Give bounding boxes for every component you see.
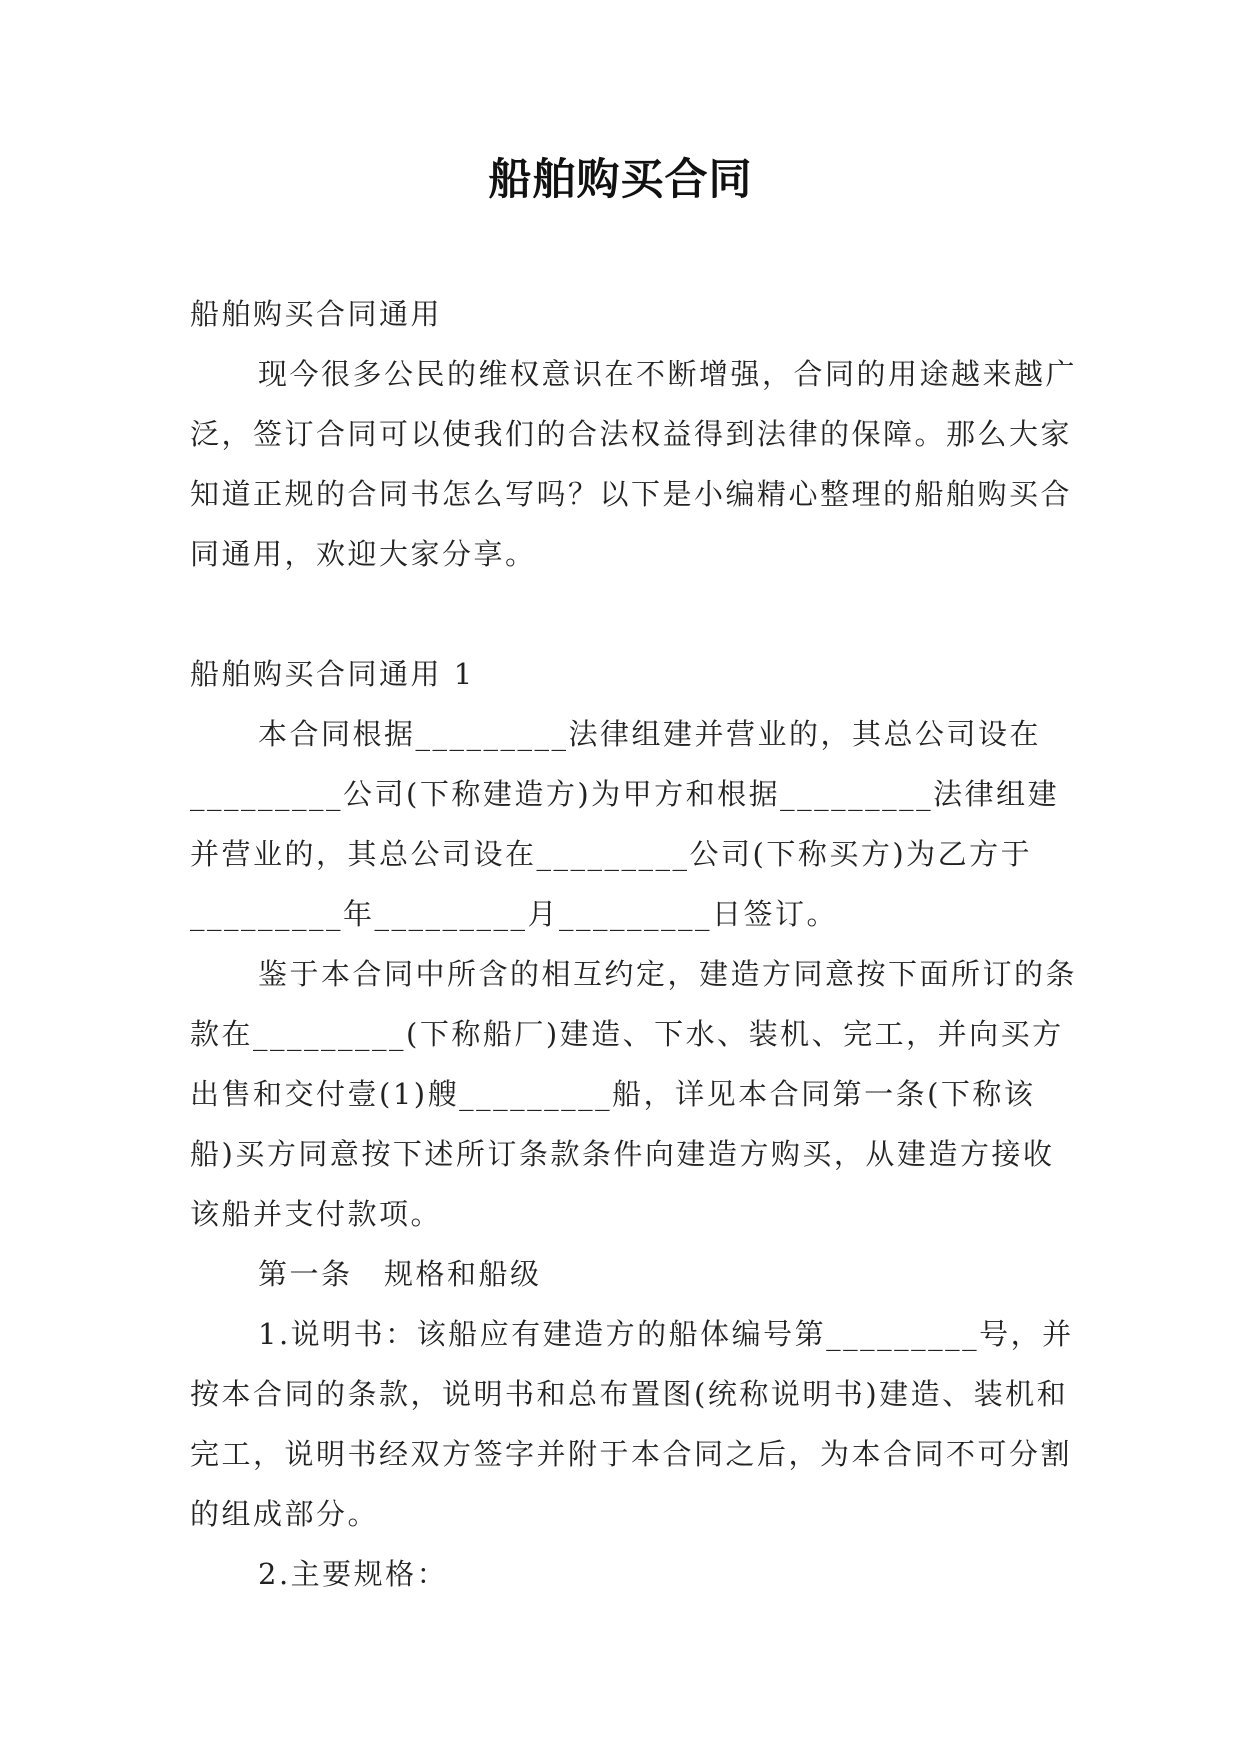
agreement-paragraph: 鉴于本合同中所含的相互约定，建造方同意按下面所订的条款在_________(下称船厂)建造、下水、装机、完工，并向买方出售和交付壹(1)艘_________船，详见本合同第一条(下称该船)买方同意按下述所订条款条件向建造方购买，从建造方接收该船并支付款项。 (190, 957, 1078, 1231)
paragraph-spacer (190, 584, 1080, 644)
section-heading: 船舶购买合同通用 1 (190, 657, 475, 691)
article-one-heading: 第一条 规格和船级 (258, 1257, 542, 1291)
subtitle: 船舶购买合同通用 (190, 297, 443, 331)
document-body (190, 284, 1080, 1604)
contract-parties-paragraph: 本合同根据_________法律组建并营业的，其总公司设在_________公司(下称建造方)为甲方和根据_________法律组建并营业的，其总公司设在_________公司(下称买方)为乙方于_________年_________月_________日签订。 (190, 717, 1060, 931)
intro-paragraph: 现今很多公民的维权意识在不断增强，合同的用途越来越广泛，签订合同可以使我们的合法权益得到法律的保障。那么大家知道正规的合同书怎么写吗？以下是小编精心整理的船舶购买合同通用，欢迎大家分享。 (190, 357, 1078, 571)
document-title: 船舶购买合同 (488, 155, 753, 205)
specification-paragraph: 1.说明书：该船应有建造方的船体编号第_________号，并按本合同的条款，说明书和总布置图(统称说明书)建造、装机和完工，说明书经双方签字并附于本合同之后，为本合同不可分割的组成部分。 (190, 1317, 1074, 1531)
main-specs-label: 2.主要规格： (258, 1557, 449, 1591)
